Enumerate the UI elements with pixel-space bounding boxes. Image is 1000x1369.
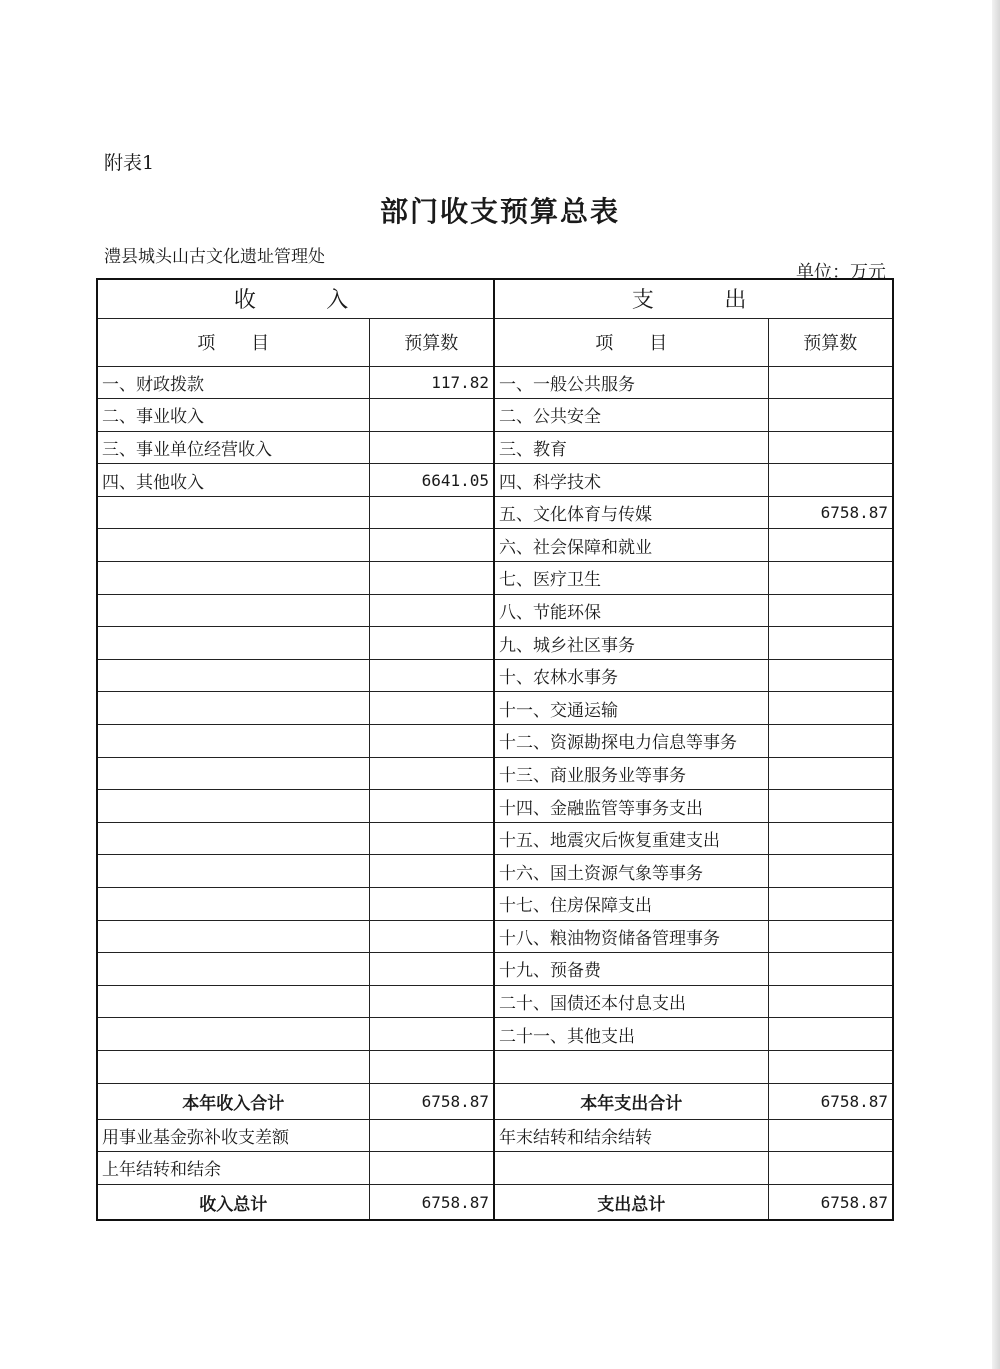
expense-value-cell: [768, 855, 893, 888]
income-item-cell: [97, 985, 369, 1018]
table-row: [97, 757, 893, 790]
income-item-cell: [97, 627, 369, 660]
expense-section-header: 支 出: [494, 279, 893, 318]
income-item-cell: [97, 920, 369, 953]
grand-total-row: [97, 1184, 893, 1220]
income-value-cell: [369, 627, 494, 660]
income-value-cell: 6641.05: [369, 464, 494, 497]
expense-item-cell: 年末结转和结余结转: [494, 1119, 768, 1152]
table-row: [97, 627, 893, 660]
expense-item-cell: 二、公共安全: [494, 399, 768, 432]
expense-item-cell: 二十、国债还本付息支出: [494, 985, 768, 1018]
expense-value-cell: [768, 1119, 893, 1152]
income-value-cell: [369, 1050, 494, 1083]
column-header-row: [97, 318, 893, 366]
expense-item-cell: 十五、地震灾后恢复重建支出: [494, 822, 768, 855]
income-item-cell: [97, 692, 369, 725]
table-row: [97, 366, 893, 399]
expense-item-cell: 十八、粮油物资储备管理事务: [494, 920, 768, 953]
table-row: [97, 790, 893, 823]
table-row: [97, 985, 893, 1018]
expense-item-cell: 十四、金融监管等事务支出: [494, 790, 768, 823]
income-value-cell: [369, 659, 494, 692]
table-row: [97, 399, 893, 432]
expense-item-header: 项 目: [494, 318, 768, 366]
extra-row: [97, 1152, 893, 1185]
organization-name: 澧县城头山古文化遗址管理处: [104, 247, 325, 267]
expense-item-cell: 二十一、其他支出: [494, 1018, 768, 1051]
income-value-cell: [369, 399, 494, 432]
income-item-cell: [97, 822, 369, 855]
expense-year-total-label: 本年支出合计: [494, 1083, 768, 1119]
income-value-cell: [369, 790, 494, 823]
expense-item-cell: 九、城乡社区事务: [494, 627, 768, 660]
table-row: [97, 1050, 893, 1083]
expense-item-cell: 十七、住房保障支出: [494, 888, 768, 921]
income-value-cell: [369, 725, 494, 758]
expense-item-cell: 一、一般公共服务: [494, 366, 768, 399]
income-year-total-label: 本年收入合计: [97, 1083, 369, 1119]
expense-item-cell: 十六、国土资源气象等事务: [494, 855, 768, 888]
table-row: [97, 725, 893, 758]
income-item-cell: [97, 1018, 369, 1051]
section-header-row: [97, 279, 893, 318]
table-row: [97, 953, 893, 986]
income-item-cell: [97, 594, 369, 627]
income-value-cell: [369, 985, 494, 1018]
expense-item-cell: 五、文化体育与传媒: [494, 496, 768, 529]
income-value-cell: [369, 496, 494, 529]
expense-value-cell: [768, 464, 893, 497]
budget-table-wrapper: [96, 278, 892, 1221]
table-row: [97, 822, 893, 855]
expense-item-cell: 八、节能环保: [494, 594, 768, 627]
page-title: 部门收支预算总表: [379, 195, 620, 228]
expense-value-cell: [768, 1050, 893, 1083]
income-value-cell: [369, 562, 494, 595]
income-value-cell: [369, 953, 494, 986]
expense-value-cell: [768, 529, 893, 562]
attachment-label: 附表1: [104, 152, 155, 174]
income-grand-total-value: 6758.87: [369, 1184, 494, 1220]
income-value-cell: [369, 822, 494, 855]
income-item-cell: [97, 562, 369, 595]
table-row: [97, 920, 893, 953]
expense-value-cell: [768, 627, 893, 660]
income-value-cell: [369, 888, 494, 921]
expense-value-cell: [768, 562, 893, 595]
table-row: [97, 431, 893, 464]
expense-value-cell: [768, 692, 893, 725]
income-grand-total-label: 收入总计: [97, 1184, 369, 1220]
income-value-cell: 117.82: [369, 366, 494, 399]
table-row: [97, 464, 893, 497]
income-item-cell: 上年结转和结余: [97, 1152, 369, 1185]
income-item-cell: [97, 496, 369, 529]
income-value-cell: [369, 1152, 494, 1185]
expense-item-cell: 四、科学技术: [494, 464, 768, 497]
income-value-cell: [369, 529, 494, 562]
expense-value-cell: [768, 1152, 893, 1185]
expense-grand-total-label: 支出总计: [494, 1184, 768, 1220]
table-row: [97, 888, 893, 921]
table-row: [97, 594, 893, 627]
expense-value-cell: [768, 366, 893, 399]
income-item-cell: 一、财政拨款: [97, 366, 369, 399]
expense-item-cell: 七、医疗卫生: [494, 562, 768, 595]
income-item-cell: 四、其他收入: [97, 464, 369, 497]
expense-value-cell: [768, 888, 893, 921]
income-item-cell: [97, 659, 369, 692]
income-value-cell: [369, 1018, 494, 1051]
table-row: [97, 1018, 893, 1051]
income-value-cell: [369, 855, 494, 888]
expense-value-cell: [768, 953, 893, 986]
expense-value-cell: [768, 659, 893, 692]
income-value-cell: [369, 1119, 494, 1152]
income-item-cell: [97, 790, 369, 823]
expense-value-cell: 6758.87: [768, 496, 893, 529]
expense-value-cell: [768, 594, 893, 627]
income-item-cell: [97, 529, 369, 562]
expense-budget-header: 预算数: [768, 318, 893, 366]
income-item-cell: 二、事业收入: [97, 399, 369, 432]
expense-item-cell: [494, 1050, 768, 1083]
expense-value-cell: [768, 822, 893, 855]
table-row: [97, 496, 893, 529]
income-item-cell: [97, 855, 369, 888]
expense-value-cell: [768, 757, 893, 790]
income-value-cell: [369, 594, 494, 627]
income-item-cell: [97, 888, 369, 921]
table-row: [97, 529, 893, 562]
budget-table: [96, 278, 894, 1221]
expense-item-cell: [494, 1152, 768, 1185]
year-total-row: [97, 1083, 893, 1119]
expense-value-cell: [768, 920, 893, 953]
income-item-header: 项 目: [97, 318, 369, 366]
expense-item-cell: 十九、预备费: [494, 953, 768, 986]
income-year-total-value: 6758.87: [369, 1083, 494, 1119]
table-row: [97, 562, 893, 595]
expense-item-cell: 十二、资源勘探电力信息等事务: [494, 725, 768, 758]
income-value-cell: [369, 692, 494, 725]
expense-grand-total-value: 6758.87: [768, 1184, 893, 1220]
expense-item-cell: 六、社会保障和就业: [494, 529, 768, 562]
income-item-cell: 三、事业单位经营收入: [97, 431, 369, 464]
expense-value-cell: [768, 431, 893, 464]
income-value-cell: [369, 920, 494, 953]
expense-value-cell: [768, 725, 893, 758]
expense-value-cell: [768, 790, 893, 823]
income-budget-header: 预算数: [369, 318, 494, 366]
expense-value-cell: [768, 399, 893, 432]
table-row: [97, 855, 893, 888]
income-item-cell: [97, 1050, 369, 1083]
expense-item-cell: 三、教育: [494, 431, 768, 464]
expense-item-cell: 十三、商业服务业等事务: [494, 757, 768, 790]
unit-label: 单位：万元: [796, 262, 886, 283]
income-item-cell: [97, 725, 369, 758]
income-value-cell: [369, 431, 494, 464]
income-item-cell: [97, 953, 369, 986]
expense-value-cell: [768, 1018, 893, 1051]
income-section-header: 收 入: [97, 279, 494, 318]
expense-year-total-value: 6758.87: [768, 1083, 893, 1119]
expense-value-cell: [768, 985, 893, 1018]
expense-item-cell: 十、农林水事务: [494, 659, 768, 692]
income-value-cell: [369, 757, 494, 790]
income-item-cell: [97, 757, 369, 790]
extra-row: [97, 1119, 893, 1152]
table-row: [97, 659, 893, 692]
expense-item-cell: 十一、交通运输: [494, 692, 768, 725]
table-row: [97, 692, 893, 725]
income-item-cell: 用事业基金弥补收支差额: [97, 1119, 369, 1152]
